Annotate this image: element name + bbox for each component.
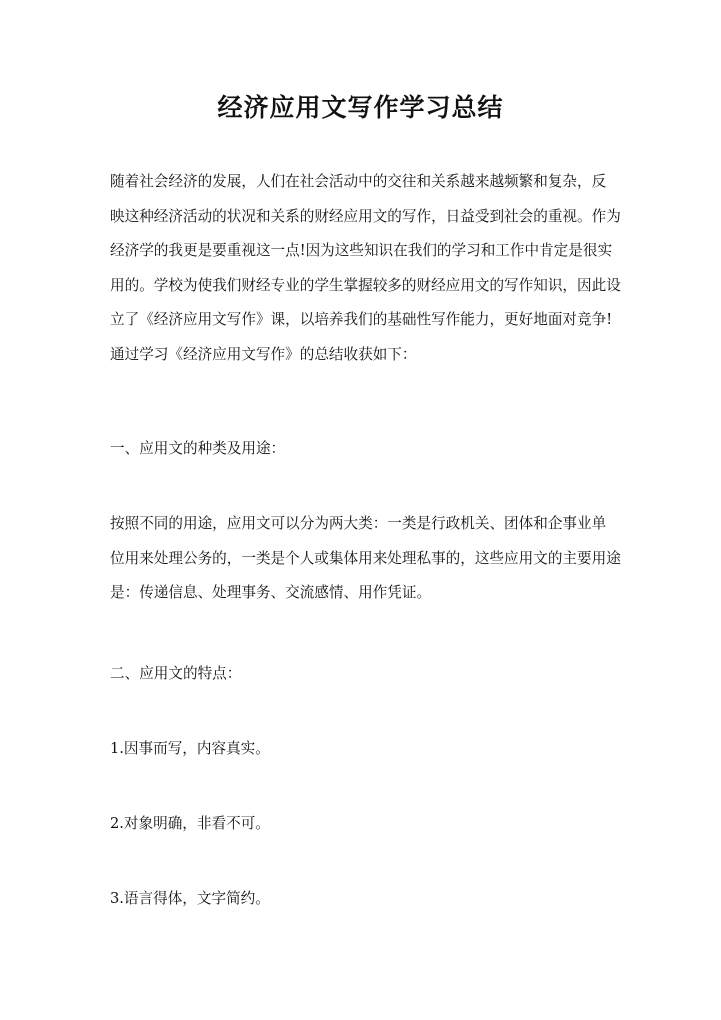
list-item-text: 2.对象明确，非看不可。 xyxy=(110,815,270,832)
paragraph-line: 经济学的我更是要重视这一点!因为这些知识在我们的学习和工作中肯定是很实 xyxy=(110,242,613,259)
paragraph-line: 按照不同的用途，应用文可以分为两大类：一类是行政机关、团体和企事业单 xyxy=(110,515,607,532)
list-item-text: 3.语言得体，文字简约。 xyxy=(110,890,270,907)
list-item-text: 1.因事而写，内容真实。 xyxy=(110,740,270,757)
list-item xyxy=(110,732,615,767)
section-heading-features xyxy=(110,657,615,692)
intro-paragraph xyxy=(110,165,621,372)
list-item xyxy=(110,882,615,917)
paragraph-line: 通过学习《经济应用文写作》的总结收获如下： xyxy=(110,345,417,363)
paragraph-line: 是：传递信息、处理事务、交流感情、用作凭证。 xyxy=(110,584,432,601)
types-paragraph xyxy=(110,507,621,611)
section-heading-text: 二、应用文的特点： xyxy=(110,665,242,682)
paragraph-line: 映这种经济活动的状况和关系的财经应用文的写作，日益受到社会的重视。作为 xyxy=(110,207,621,225)
paragraph-line: 位用来处理公务的，一类是个人或集体用来处理私事的，这些应用文的主要用途 xyxy=(110,549,621,567)
paragraph-line: 用的。学校为使我们财经专业的学生掌握较多的财经应用文的写作知识，因此设 xyxy=(110,276,621,294)
document-title: 经济应用文写作学习总结 xyxy=(217,93,504,122)
paragraph-line: 立了《经济应用文写作》课，以培养我们的基础性写作能力，更好地面对竞争! xyxy=(110,311,613,328)
section-heading-text: 一、应用文的种类及用途： xyxy=(110,440,286,457)
list-item xyxy=(110,807,615,842)
section-heading-types-and-uses xyxy=(110,432,615,467)
paragraph-line: 随着社会经济的发展，人们在社会活动中的交往和关系越来越频繁和复杂，反 xyxy=(110,173,607,190)
